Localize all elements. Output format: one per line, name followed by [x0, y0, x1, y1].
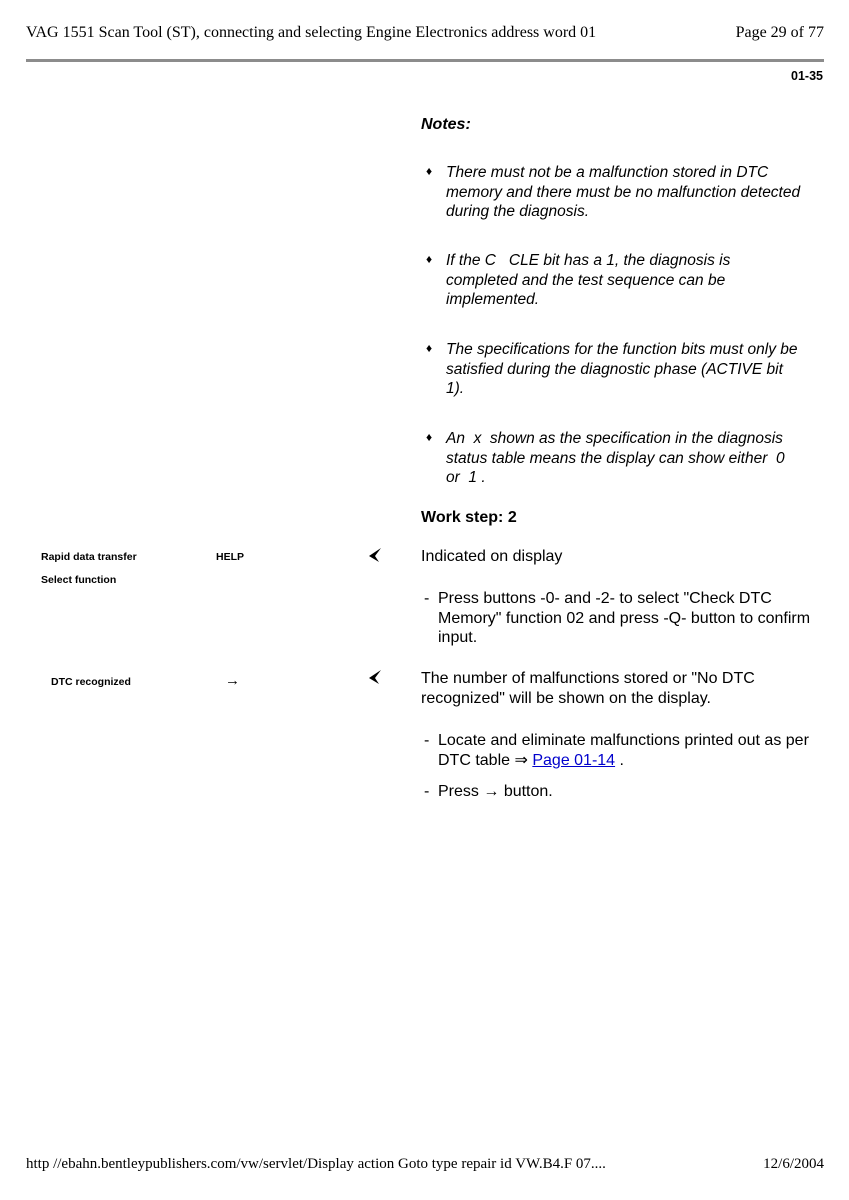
display-pointer-icon [367, 547, 383, 563]
note-item-3 [426, 340, 806, 399]
footer-url: http //ebahn.bentleypublishers.com/vw/servlet/Display action Goto type repair id VW.B4.F 07.... [26, 1156, 606, 1172]
note-item-2 [426, 251, 806, 310]
malfunction-count-text: The number of malfunctions stored or "No DTC recognized" will be shown on the display. [421, 670, 755, 707]
step-dash: - [424, 783, 430, 800]
diamond-bullet-icon: ♦ [426, 252, 433, 266]
note-item-4 [426, 429, 806, 488]
right-arrow-icon: → [483, 783, 500, 800]
step-press-arrow [424, 782, 814, 802]
note-text: The specifications for the function bits must only be satisfied during the diagnostic phase (ACTIVE bit 1). [446, 341, 802, 397]
document-code: 01-35 [791, 69, 823, 83]
note-item-1 [426, 163, 806, 222]
diamond-bullet-icon: ♦ [426, 164, 433, 178]
step-text: Locate and eliminate malfunctions printed out as per DTC table [438, 732, 809, 769]
note-text: There must not be a malfunction stored in DTC memory and there must be no malfunction detected during the diagnosis. [446, 164, 805, 220]
display-arrow-icon: → [225, 672, 240, 689]
double-arrow-icon: ⇒ [514, 751, 528, 769]
diamond-bullet-icon: ♦ [426, 341, 433, 355]
work-step-heading: Work step: 2 [421, 509, 517, 526]
header-divider [26, 59, 824, 62]
header-title: VAG 1551 Scan Tool (ST), connecting and selecting Engine Electronics address word 01 [26, 24, 597, 41]
header-page-number: Page 29 of 77 [735, 24, 824, 41]
step-select-function [424, 589, 814, 648]
note-text: An x shown as the specification in the diagnosis status table means the display can show either 0 or 1 . [446, 430, 794, 486]
display-pointer-icon [367, 669, 383, 685]
step-dash: - [424, 732, 430, 749]
step-period: . [619, 751, 624, 769]
display-line1-left: Rapid data transfer [41, 551, 137, 563]
display-dtc-recognized: DTC recognized [51, 676, 131, 688]
notes-heading: Notes: [421, 116, 471, 133]
footer-date: 12/6/2004 [763, 1156, 824, 1172]
step-text: button. [503, 783, 553, 800]
step-dash: - [424, 590, 430, 607]
note-text: If the C CLE bit has a 1, the diagnosis is completed and the test sequence can be implemented. [446, 252, 735, 308]
page-link[interactable]: Page 01-14 [532, 751, 616, 769]
step-locate-malfunctions [424, 731, 814, 770]
step-text: Press buttons -0- and -2- to select "Check DTC Memory" function 02 and press -Q- button to confirm input. [438, 590, 811, 646]
display-line2: Select function [41, 574, 117, 586]
step-text: Press [438, 783, 479, 800]
display-line1-right: HELP [216, 551, 245, 563]
diamond-bullet-icon: ♦ [426, 430, 433, 444]
indicated-on-display: Indicated on display [421, 548, 563, 565]
